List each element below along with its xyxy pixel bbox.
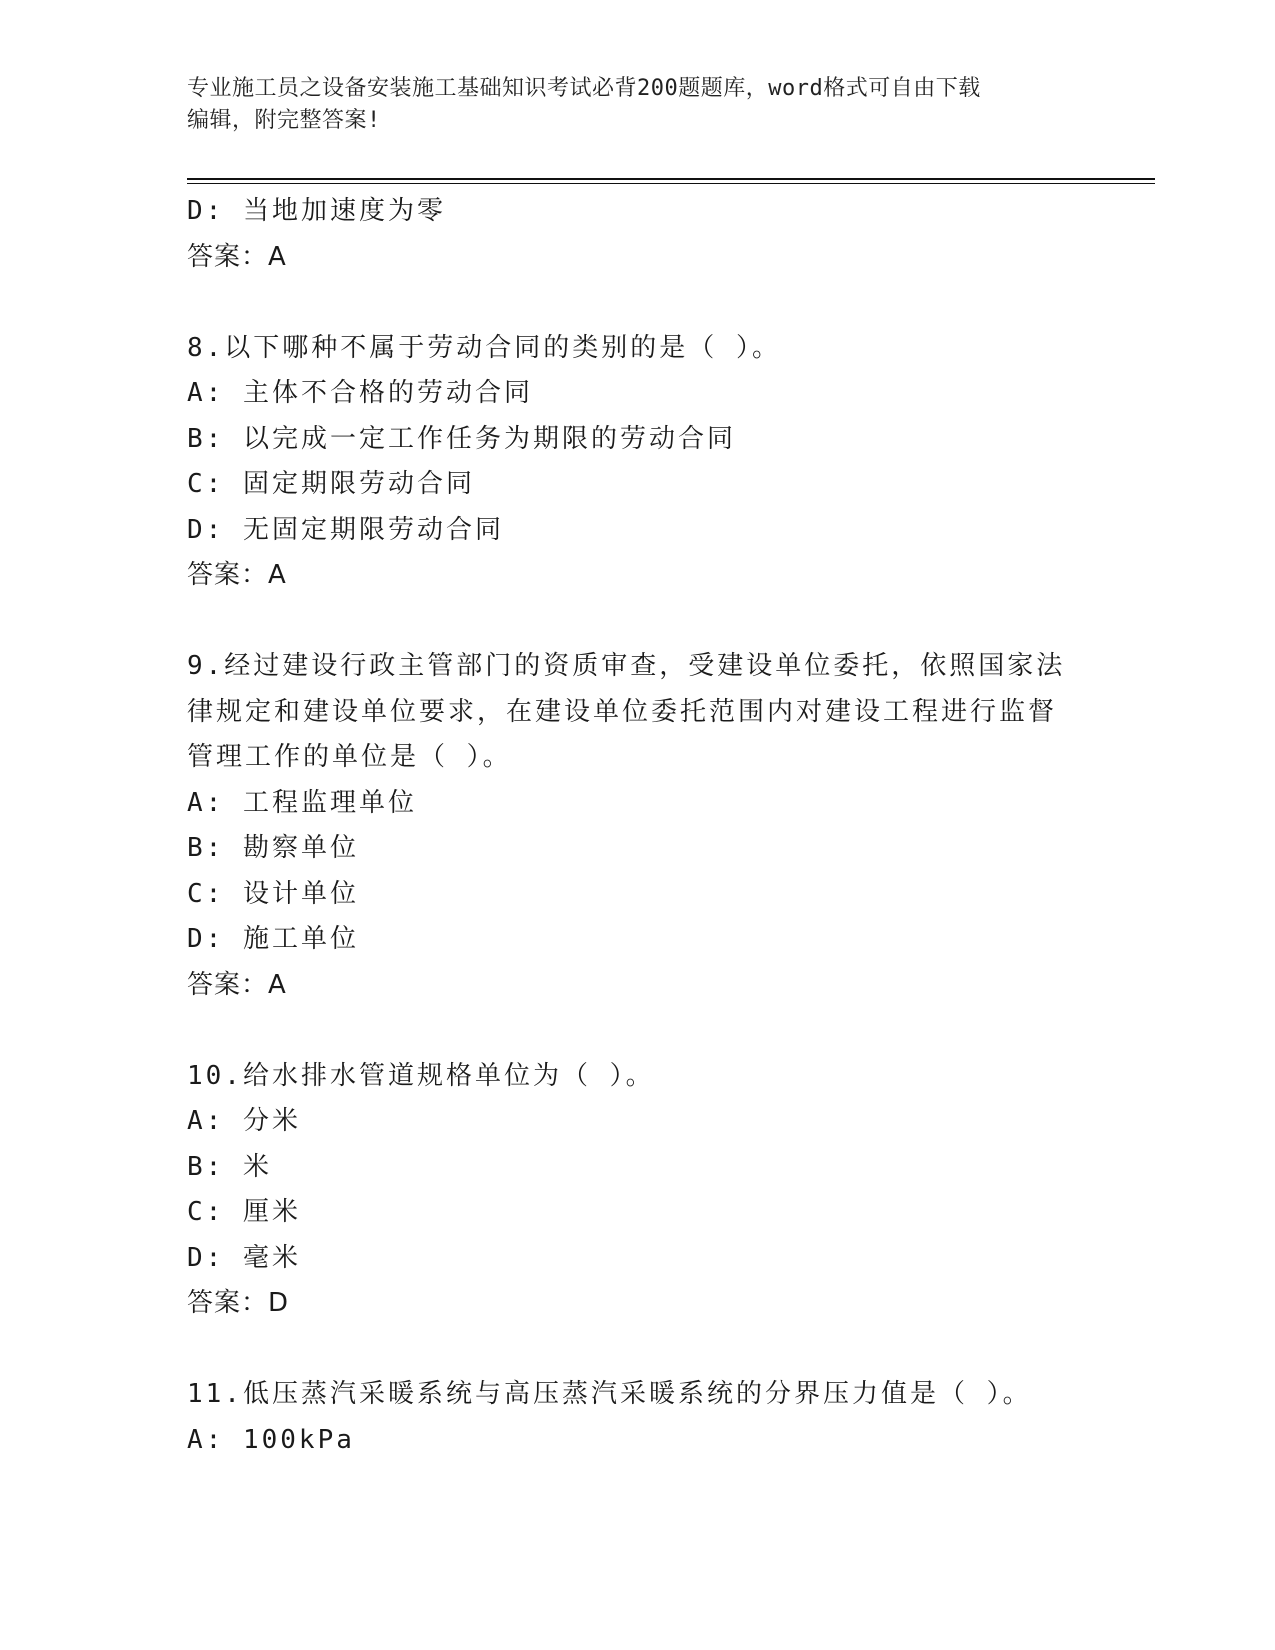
question-7-tail (187, 189, 1087, 280)
option-b: B: 以完成一定工作任务为期限的劳动合同 (187, 423, 736, 454)
answer-label: 答案：A (187, 241, 287, 272)
question-10 (187, 1054, 1087, 1327)
header-divider-thick (187, 178, 1155, 180)
header-line-2: 编辑，附完整答案! (187, 108, 381, 133)
option-b: B: 米 (187, 1151, 272, 1182)
question-8 (187, 326, 1087, 599)
question-list (187, 189, 1087, 1463)
option-d: D: 毫米 (187, 1242, 301, 1273)
answer-label: 答案：A (187, 969, 287, 1000)
option-c: C: 设计单位 (187, 878, 359, 909)
option-a: A: 分米 (187, 1106, 301, 1136)
question-stem: 10.给水排水管道规格单位为（ ）。 (187, 1060, 655, 1091)
option-a: A: 100kPa (187, 1424, 355, 1455)
question-stem: 8.以下哪种不属于劳动合同的类别的是（ ）。 (187, 332, 781, 363)
question-stem-line-3: 管理工作的单位是（ ）。 (187, 742, 512, 772)
question-stem-line-2: 律规定和建设单位要求，在建设单位委托范围内对建设工程进行监督 (187, 696, 1058, 727)
header-divider-thin (187, 183, 1155, 184)
option-c: C: 厘米 (187, 1197, 301, 1227)
option-c: C: 固定期限劳动合同 (187, 469, 475, 499)
option-b: B: 勘察单位 (187, 833, 359, 863)
option-d: D: 无固定期限劳动合同 (187, 514, 504, 545)
spacer (187, 280, 1087, 326)
question-stem: 11.低压蒸汽采暖系统与高压蒸汽采暖系统的分界压力值是（ ）。 (187, 1379, 1032, 1409)
question-11 (187, 1372, 1087, 1463)
spacer (187, 1327, 1087, 1373)
header-line-1: 专业施工员之设备安装施工基础知识考试必背200题题库，word格式可自由下载 (187, 76, 981, 101)
option-a: A: 主体不合格的劳动合同 (187, 378, 533, 408)
option-d: D: 当地加速度为零 (187, 196, 446, 226)
question-9 (187, 644, 1087, 1008)
answer-label: 答案：A (187, 560, 287, 590)
spacer (187, 1008, 1087, 1054)
answer-label: 答案：D (187, 1288, 290, 1318)
question-stem-line-1: 9.经过建设行政主管部门的资质审查，受建设单位委托，依照国家法 (187, 651, 1066, 681)
document-header (187, 73, 1067, 137)
spacer (187, 599, 1087, 645)
option-a: A: 工程监理单位 (187, 787, 417, 818)
option-d: D: 施工单位 (187, 924, 359, 954)
